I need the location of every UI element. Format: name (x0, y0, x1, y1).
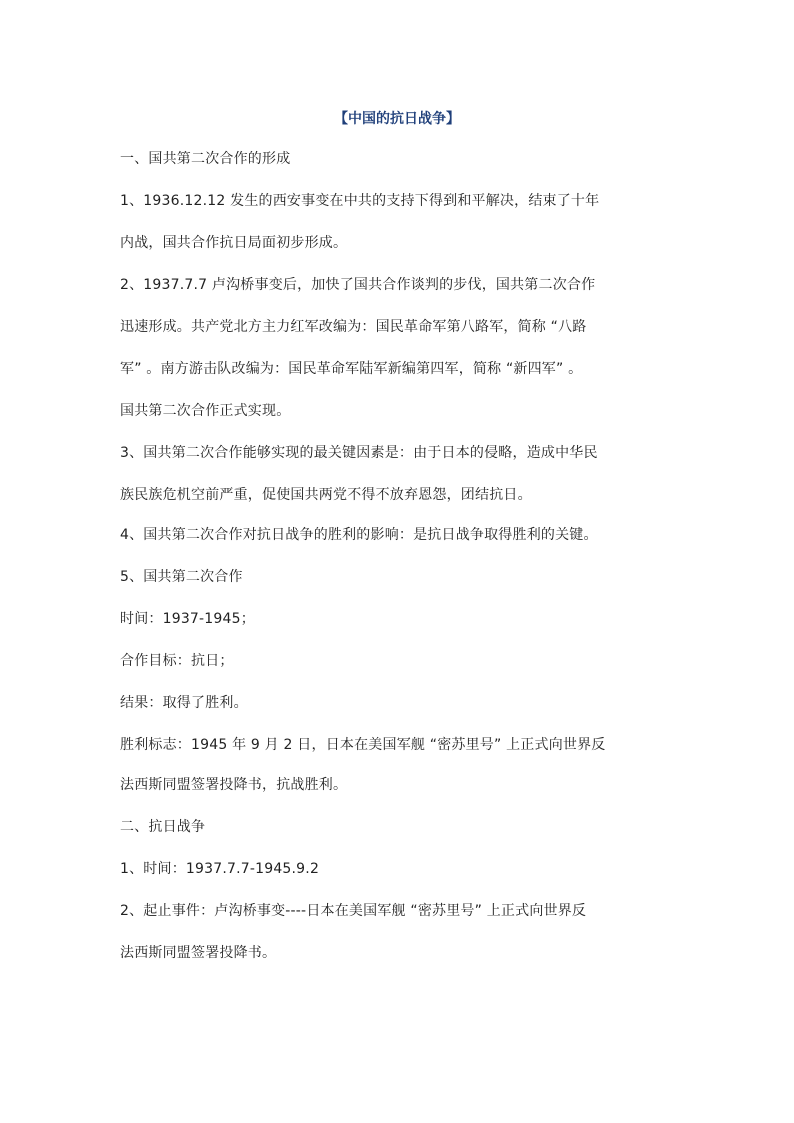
paragraph-line: 5、国共第二次合作 (120, 569, 243, 585)
paragraph-line: 2、起止事件：卢沟桥事变----日本在美国军舰 “密苏里号” 上正式向世界反 (120, 903, 587, 919)
paragraph-line: 法西斯同盟签署投降书，抗战胜利。 (120, 777, 348, 793)
paragraph-line: 1、1936.12.12 发生的西安事变在中共的支持下得到和平解决，结束了十年 (120, 193, 600, 209)
paragraph-line: 国共第二次合作正式实现。 (120, 403, 291, 419)
paragraph-line: 族民族危机空前严重，促使国共两党不得不放弃恩怨，团结抗日。 (120, 487, 532, 503)
document-title: 【中国的抗日战争】 (334, 111, 460, 127)
paragraph-line: 合作目标：抗日； (120, 653, 234, 669)
paragraph-line: 结果：取得了胜利。 (120, 695, 248, 711)
paragraph-line: 胜利标志：1945 年 9 月 2 日，日本在美国军舰 “密苏里号” 上正式向世界反 (120, 737, 606, 753)
paragraph-line: 时间：1937-1945； (120, 611, 255, 627)
paragraph-line: 4、国共第二次合作对抗日战争的胜利的影响：是抗日战争取得胜利的关键。 (120, 527, 598, 543)
section-heading-1: 一、国共第二次合作的形成 (120, 151, 291, 167)
paragraph-line: 法西斯同盟签署投降书。 (120, 945, 277, 961)
paragraph-line: 2、1937.7.7 卢沟桥事变后，加快了国共合作谈判的步伐，国共第二次合作 (120, 277, 596, 293)
paragraph-line: 内战，国共合作抗日局面初步形成。 (120, 235, 348, 251)
paragraph-line: 军” 。南方游击队改编为：国民革命军陆军新编第四军，简称 “新四军” 。 (120, 361, 583, 377)
paragraph-line: 3、国共第二次合作能够实现的最关键因素是：由于日本的侵略，造成中华民 (120, 445, 598, 461)
paragraph-line: 迅速形成。共产党北方主力红军改编为：国民革命军第八路军，简称 “八路 (120, 319, 587, 335)
section-heading-2: 二、抗日战争 (120, 819, 206, 835)
paragraph-line: 1、时间：1937.7.7-1945.9.2 (120, 861, 320, 877)
